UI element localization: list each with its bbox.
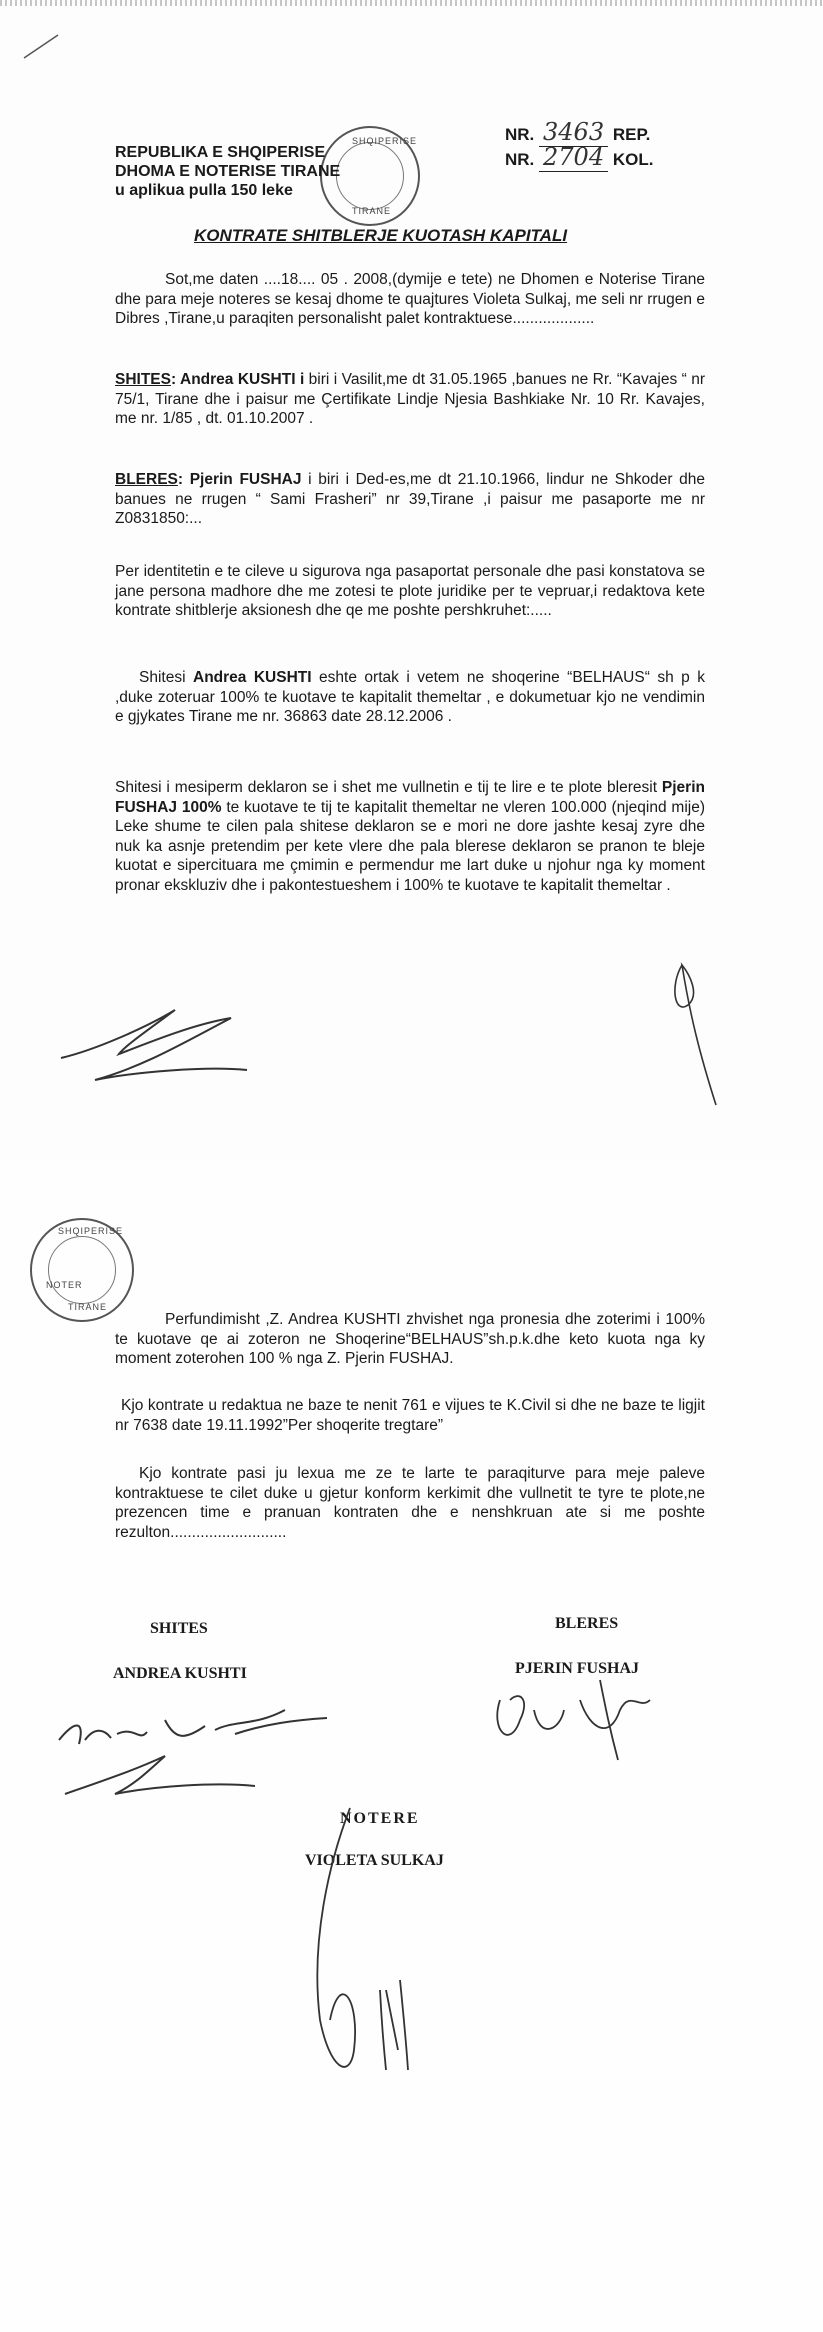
- ownership-details: eshte ortak i vetem ne shoqerine “BELHAUS“ sh p k ,duke zoteruar 100% te kuotave te kapitalit themeltar , e dokumetuar kjo ne vendimin e gjykates Tirane me nr. 36863 date 28.12.2006 .: [115, 669, 705, 725]
- legal-basis-paragraph: Kjo kontrate u redaktua ne baze te nenit 761 e vijues te K.Civil si dhe ne baze te ligjit nr 7638 date 19.11.1992”Per shoqerite tregtare”: [115, 1397, 705, 1434]
- document-page-2: [0, 1160, 823, 2332]
- document-page-1: [0, 0, 823, 1160]
- seller-name: Andrea KUSHTI i: [180, 371, 305, 388]
- header-left: [115, 143, 340, 200]
- identity-paragraph: Per identitetin e te cileve u sigurova nga pasaportat personale dhe pasi konstatova se jane persona madhore dhe me zotesi te plote juridike per te vepruar,i redaktova kete kontrate shitblerje aksionesh dhe qe me poshte pershkruhet:.....: [115, 563, 705, 619]
- declaration-lead: Shitesi i mesiperm deklaron se i shet me vullnetin e tij te lire e te plote bleresit: [115, 779, 657, 796]
- declaration-paragraph: [115, 778, 705, 895]
- chamber-heading: DHOMA E NOTERISE TIRANE: [115, 163, 341, 180]
- seller-signature: [55, 1690, 345, 1810]
- pen-mark: [22, 32, 62, 62]
- seller-paragraph: SHITES: Andrea KUSHTI i biri i Vasilit,me dt 31.05.1965 ,banues ne Rr. “Kavajes “ nr 75/1, Tirane dhe i paisur me Çertifikate Lindje Njesia Bashkiake Nr. 10 Rr. Kavajes, me nr. 1/85 , dt. 01.10.2007 .: [115, 371, 705, 427]
- conclusion-paragraph: Perfundimisht ,Z. Andrea KUSHTI zhvishet nga pronesia dhe zoterimi i 100% te kuotave qe ai zoteron ne Shoqerine“BELHAUS”sh.p.k.dhe keto kuota nga ky moment zoterohen 100 % nga Z. Pjerin FUSHAJ.: [115, 1311, 705, 1367]
- nr-label: NR.: [505, 125, 535, 144]
- seller-label: SHITES: [115, 371, 171, 388]
- rep-number: 3463: [539, 118, 608, 147]
- buyer-label: BLERES: [115, 471, 178, 488]
- seller-signature-name: ANDREA KUSHTI: [113, 1665, 247, 1682]
- buyer-initial-mark: [660, 945, 740, 1115]
- kol-number: 2704: [539, 143, 608, 172]
- scan-edge: [0, 0, 823, 6]
- contract-title: KONTRATE SHITBLERJE KUOTASH KAPITALI: [194, 226, 568, 245]
- buyer-signature-name: PJERIN FUSHAJ: [515, 1660, 640, 1677]
- notary-stamp: SHQIPERISE NOTER TIRANE: [30, 1218, 134, 1322]
- notary-signature: [290, 1800, 450, 2090]
- reading-paragraph: Kjo kontrate pasi ju lexua me ze te larte te paraqiturve para meje paleve kontraktuese te cilet duke u gjetur konform kerkimit dhe vullnetit te tyre te plote,ne prezencen time e pranuan kontraten dhe e nenshkruan ate si me poshte rezulton...........................: [115, 1465, 705, 1541]
- republic-heading: REPUBLIKA E SHQIPERISE: [115, 144, 326, 161]
- buyer-signature: [490, 1670, 670, 1770]
- nr-label: NR.: [505, 150, 535, 169]
- declaration-buyer: Pjerin FUSHAJ 100%: [115, 779, 705, 816]
- seller-signature-mark: [55, 980, 255, 1090]
- buyer-paragraph: BLERES: Pjerin FUSHAJ i biri i Ded-es,me dt 21.10.1966, lindur ne Shkoder dhe banues ne rrugen “ Sami Frasheri” nr 39,Tirane ,i paisur me pasaporte me nr Z0831850:...: [115, 471, 706, 527]
- intro-paragraph: Sot,me daten ....18.... 05 . 2008,(dymije e tete) ne Dhomen e Noterise Tirane dhe para meje noteres se kesaj dhome te quajtures Violeta Sulkaj, me seli nr rrugen e Dibres ,Tirane,u paraqiten personalisht palet kontraktuese...................: [115, 271, 705, 327]
- notary-stamp: SHQIPERISE TIRANE: [320, 126, 420, 226]
- rep-label: REP.: [612, 125, 651, 144]
- notary-name: VIOLETA SULKAJ: [305, 1852, 444, 1869]
- seller-signature-heading: SHITES: [150, 1620, 208, 1637]
- seller-details: biri i Vasilit,me dt 31.05.1965 ,banues ne Rr. “Kavajes “ nr 75/1, Tirane dhe i paisur me Çertifikate Lindje Njesia Bashkiake Nr. 10 Rr. Kavajes, me nr. 1/85 , dt. 01.10.2007 .: [115, 371, 705, 427]
- ownership-paragraph: [115, 668, 705, 727]
- declaration-details: te kuotave te tij te kapitalit themeltar ne vleren 100.000 (njeqind mije) Leke shume te cilen pala shitese deklaron se e mori ne dore jashte kesaj zyre dhe nuk ka asnje pretendim per kete vlere dhe pala bleresе deklaron se pranon te bleje kuotat e sipercituara me çmimin e permendur me lart duke u njohur nga ky moment pronar ekskluziv dhe i pakontestueshem i 100% te kuotave te kapitalit themeltar .: [115, 798, 705, 894]
- buyer-details: i biri i Ded-es,me dt 21.10.1966, lindur ne Shkoder dhe banues ne rrugen “ Sami Frasheri” nr 39,Tirane ,i paisur me pasaporte me nr Z0831850:...: [115, 471, 706, 527]
- buyer-signature-heading: BLERES: [555, 1615, 619, 1632]
- stamp-fee-note: u aplikua pulla 150 leke: [115, 182, 293, 199]
- kol-label: KOL.: [612, 150, 654, 169]
- ownership-name: Andrea KUSHTI: [193, 669, 312, 686]
- registry-numbers: [505, 118, 654, 171]
- notary-heading: NOTERE: [340, 1810, 420, 1827]
- ownership-lead: Shitesi: [139, 669, 186, 686]
- buyer-name: Pjerin FUSHAJ: [189, 471, 302, 488]
